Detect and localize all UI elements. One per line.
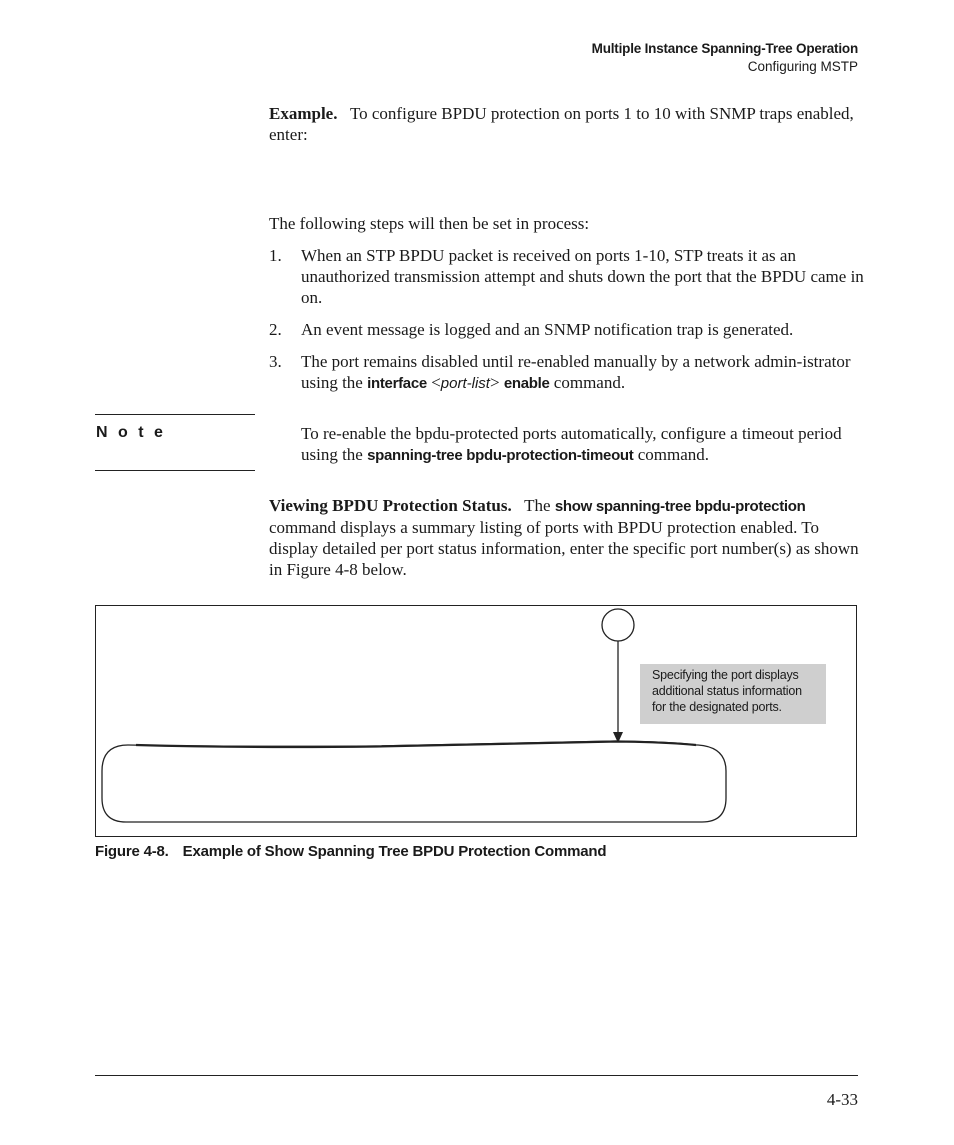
list-item-text	[301, 351, 869, 394]
callout-circle	[602, 609, 634, 641]
note-text	[301, 423, 866, 466]
list-item-number: 2.	[269, 320, 282, 339]
command-interface: interface	[367, 375, 427, 392]
example-label: Example.	[269, 104, 338, 123]
list-item	[269, 351, 869, 394]
footer-rule	[95, 1075, 858, 1076]
note-text-before: To re-enable the bpdu-protected ports automatically, configure a timeout period using the	[301, 424, 842, 464]
step3-text-before: The port remains disabled until re-enabled manually by a network admin-istrator using the	[301, 352, 851, 392]
viewing-paragraph	[269, 495, 864, 580]
list-item	[269, 319, 869, 340]
note-command: spanning-tree bpdu-protection-timeout	[367, 447, 634, 464]
screen-capture-outline	[102, 741, 726, 822]
viewing-text-after: command displays a summary listing of ports with BPDU protection enabled. To display detailed per port status information, enter the specific port number(s) as shown in Figure 4-8 below.	[269, 518, 859, 579]
viewing-text-before: The	[524, 496, 551, 515]
arg-close: >	[489, 373, 500, 392]
list-item-number: 1.	[269, 246, 282, 265]
viewing-command: show spanning-tree bpdu-protection	[554, 498, 806, 515]
figure-caption	[95, 843, 606, 860]
page-number: 4-33	[826, 1090, 858, 1109]
list-item-text: When an STP BPDU packet is received on ports 1-10, STP treats it as an unauthorized transmission attempt and shuts down the port that the BPDU came in on.	[301, 246, 864, 307]
callout-note: Specifying the port displays additional status information for the designated ports.	[640, 664, 826, 724]
list-item-number: 3.	[269, 352, 282, 371]
note-label: N o t e	[96, 424, 166, 441]
list-item-text: An event message is logged and an SNMP notification trap is generated.	[301, 320, 794, 339]
steps-intro: The following steps will then be set in process:	[269, 214, 590, 233]
running-header-subtitle: Configuring MSTP	[747, 59, 858, 74]
arg-port-list: port-list	[440, 375, 490, 392]
note-bottom-rule	[95, 470, 255, 471]
figure-caption-title: Example of Show Spanning Tree BPDU Protection Command	[182, 843, 607, 860]
figure-frame	[95, 605, 857, 837]
arg-open: <	[431, 373, 441, 392]
step3-text-after: command.	[553, 373, 626, 392]
example-paragraph	[269, 103, 869, 145]
command-enable: enable	[503, 375, 550, 392]
viewing-heading: Viewing BPDU Protection Status.	[269, 496, 512, 515]
note-top-rule	[95, 414, 255, 415]
example-text: To configure BPDU protection on ports 1 to 10 with SNMP traps enabled, enter:	[269, 104, 854, 144]
note-text-after: command.	[637, 445, 710, 464]
running-header-title: Multiple Instance Spanning-Tree Operation	[591, 41, 858, 56]
list-item	[269, 245, 869, 308]
figure-caption-number: Figure 4-8.	[95, 843, 169, 860]
